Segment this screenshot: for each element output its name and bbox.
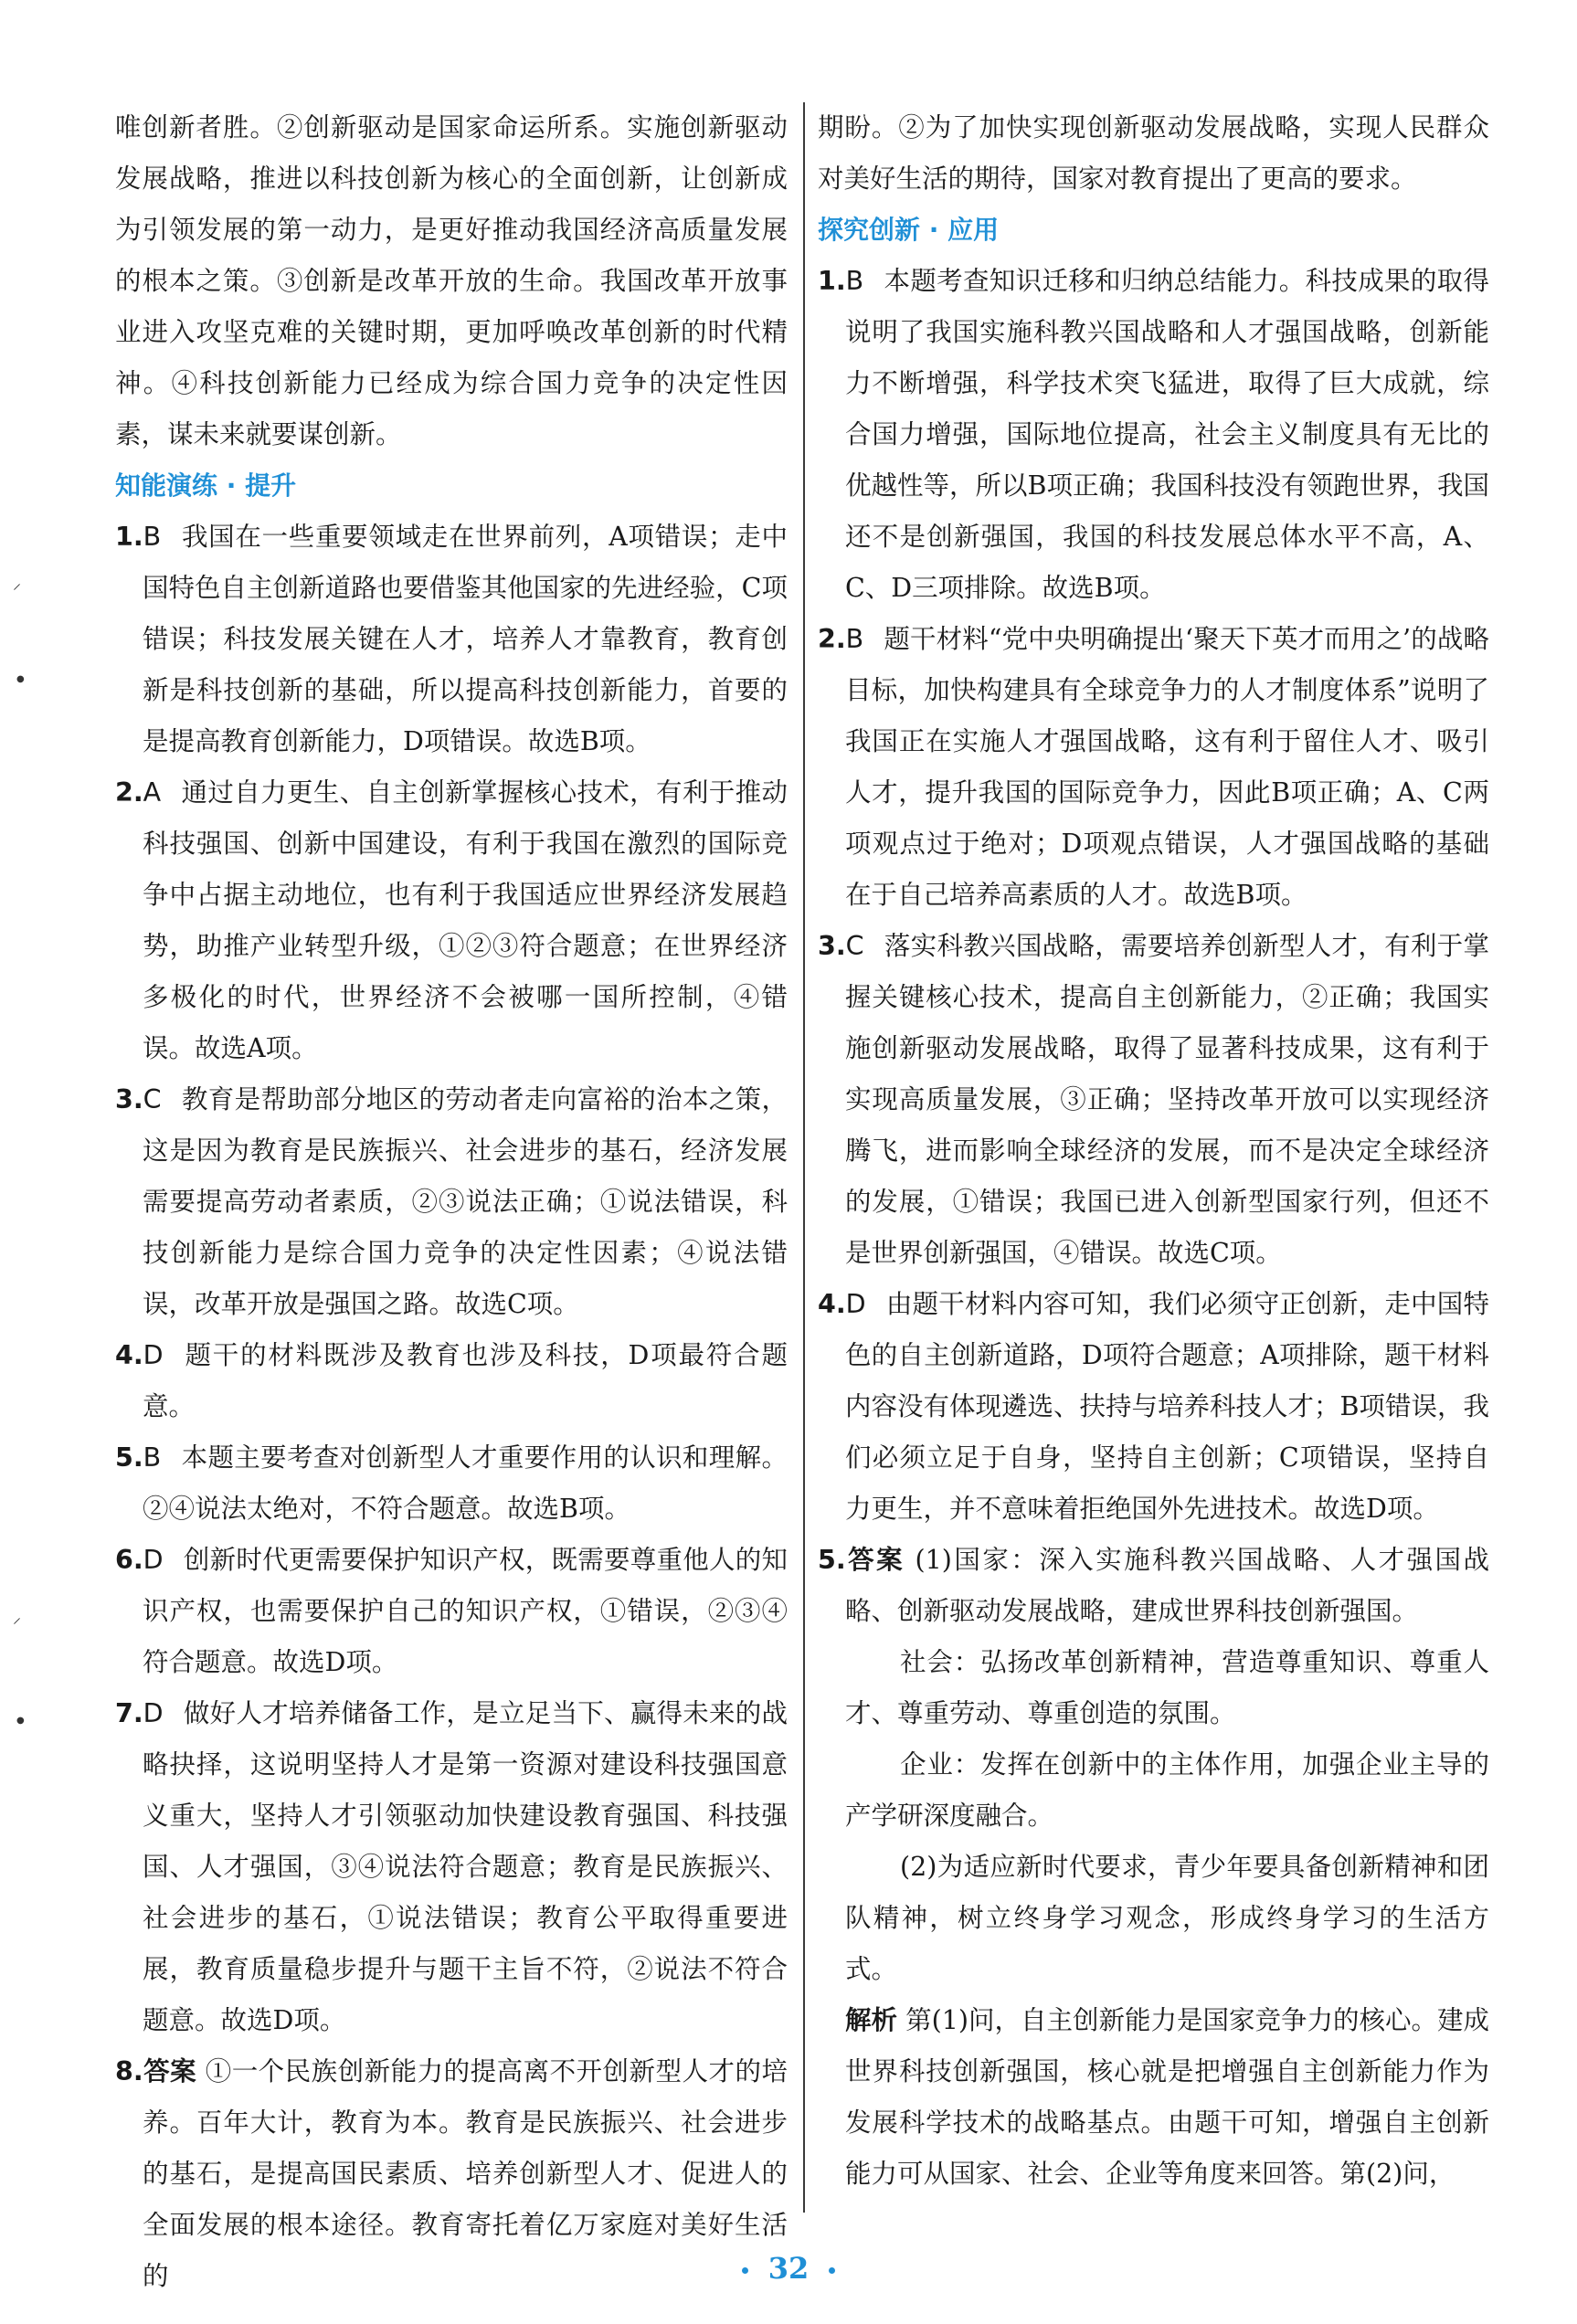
answer-paragraph: (2)为适应新时代要求，青少年要具备创新精神和团队精神，树立终身学习观念，形成终身学习的生活方式。 <box>845 1852 1489 1984</box>
answer-item: 4.D 由题干材料内容可知，我们必须守正创新，走中国特色的自主创新道路，D项符合题意；A项排除，题干材料内容没有体现遴选、扶持与培养科技人才；B项错误，我们必须立足于自身，坚持自主创新；C项错误，坚持自力更生，并不意味着拒绝国外先进技术。故选D项。 <box>818 1289 1489 1524</box>
answer-item: 5.B 本题主要考查对创新型人才重要作用的认识和理解。②④说法太绝对，不符合题意。故选B项。 <box>115 1442 788 1524</box>
footer-dot <box>742 2267 748 2274</box>
margin-dot: ● <box>16 674 25 684</box>
intro-paragraph: 唯创新者胜。②创新驱动是国家命运所系。实施创新驱动发展战略，推进以科技创新为核心的全面创新，让创新成为引领发展的第一动力，是更好推动我国经济高质量发展的根本之策。③创新是改革开放的生命。我国改革开放事业进入攻坚克难的关键时期，更加呼唤改革创新的时代精神。④科技创新能力已经成为综合国力竞争的决定性因素，谋未来就要谋创新。 <box>115 112 788 449</box>
answer-item: 3.C 教育是帮助部分地区的劳动者走向富裕的治本之策，这是因为教育是民族振兴、社会进步的基石，经济发展需要提高劳动者素质，②③说法正确；①说法错误，科技创新能力是综合国力竞争的决定性因素；④说法错误，改革开放是强国之路。故选C项。 <box>115 1084 788 1319</box>
right-column <box>818 102 1489 2200</box>
margin-dot: ● <box>16 1716 25 1726</box>
section-title: 知能演练 · 提升 <box>115 470 297 501</box>
answer-item: 4.D 题干的材料既涉及教育也涉及科技，D项最符合题意。 <box>115 1340 788 1421</box>
intro-paragraph: 期盼。②为了加快实现创新驱动发展战略，实现人民群众对美好生活的期待，国家对教育提出了更高的要求。 <box>818 112 1489 194</box>
answer-item: 7.D 做好人才培养储备工作，是立足当下、赢得未来的战略抉择，这说明坚持人才是第一资源对建设科技强国意义重大，坚持人才引领驱动加快建设教育强国、科技强国、人才强国，③④说法符合题意；教育是民族振兴、社会进步的基石，①说法错误；教育公平取得重要进展，教育质量稳步提升与题干主旨不符，②说法不符合题意。故选D项。 <box>115 1698 788 2035</box>
footer-dot <box>829 2267 835 2274</box>
column-divider <box>803 102 805 2213</box>
answer-item: 5.答案 (1)国家：深入实施科教兴国战略、人才强国战略、创新驱动发展战略，建成世界科技创新强国。 <box>818 1545 1489 1626</box>
answer-item: 2.A 通过自力更生、自主创新掌握核心技术，有利于推动科技强国、创新中国建设，有利于我国在激烈的国际竞争中占据主动地位，也有利于我国适应世界经济发展趋势，助推产业转型升级，①②③符合题意；在世界经济多极化的时代，世界经济不会被哪一国所控制，④错误。故选A项。 <box>115 777 788 1063</box>
page-number: 32 <box>767 2251 810 2286</box>
section-title: 探究创新 · 应用 <box>818 215 1000 245</box>
analysis-paragraph: 解析 第(1)问，自主创新能力是国家竞争力的核心。建成世界科技创新强国，核心就是把增强自主创新能力作为发展科学技术的战略基点。由题干可知，增强自主创新能力可从国家、社会、企业等角度来回答。第(2)问， <box>845 2005 1489 2189</box>
answer-item: 3.C 落实科教兴国战略，需要培养创新型人才，有利于掌握关键核心技术，提高自主创新能力，②正确；我国实施创新驱动发展战略，取得了显著科技成果，这有利于实现高质量发展，③正确；坚持改革开放可以实现经济腾飞，进而影响全球经济的发展，而不是决定全球经济的发展，①错误；我国已进入创新型国家行列，但还不是世界创新强国，④错误。故选C项。 <box>818 931 1489 1268</box>
answer-item: 8.答案 ①一个民族创新能力的提高离不开创新型人才的培养。百年大计，教育为本。教育是民族振兴、社会进步的基石，是提高国民素质、培养创新型人才、促进人的全面发展的根本途径。教育寄托着亿万家庭对美好生活的 <box>115 2056 788 2291</box>
answer-item: 1.B 我国在一些重要领域走在世界前列，A项错误；走中国特色自主创新道路也要借鉴其他国家的先进经验，C项错误；科技发展关键在人才，培养人才靠教育，教育创新是科技创新的基础，所以提高科技创新能力，首要的是提高教育创新能力，D项错误。故选B项。 <box>115 522 788 756</box>
answer-item: 2.B 题干材料“党中央明确提出‘聚天下英才而用之’的战略目标，加快构建具有全球竞争力的人才制度体系”说明了我国正在实施人才强国战略，这有利于留住人才、吸引人才，提升我国的国际竞争力，因此B项正确；A、C两项观点过于绝对；D项观点错误，人才强国战略的基础在于自己培养高素质的人才。故选B项。 <box>818 624 1489 910</box>
answer-paragraph: 社会：弘扬改革创新精神，营造尊重知识、尊重人才、尊重劳动、尊重创造的氛围。 <box>845 1647 1489 1728</box>
margin-mark: ⸍ <box>13 1615 21 1634</box>
left-column <box>115 102 788 2302</box>
answer-paragraph: 企业：发挥在创新中的主体作用，加强企业主导的产学研深度融合。 <box>845 1749 1489 1831</box>
margin-mark: ⸍ <box>13 581 21 600</box>
page-footer <box>0 2251 1577 2286</box>
analysis-label: 解析 <box>845 2005 898 2035</box>
answer-item: 1.B 本题考查知识迁移和归纳总结能力。科技成果的取得说明了我国实施科教兴国战略和人才强国战略，创新能力不断增强，科学技术突飞猛进，取得了巨大成就，综合国力增强，国际地位提高，社会主义制度具有无比的优越性等，所以B项正确；我国科技没有领跑世界，我国还不是创新强国，我国的科技发展总体水平不高，A、C、D三项排除。故选B项。 <box>818 266 1489 603</box>
answer-item: 6.D 创新时代更需要保护知识产权，既需要尊重他人的知识产权，也需要保护自己的知识产权，①错误，②③④符合题意。故选D项。 <box>115 1545 788 1677</box>
